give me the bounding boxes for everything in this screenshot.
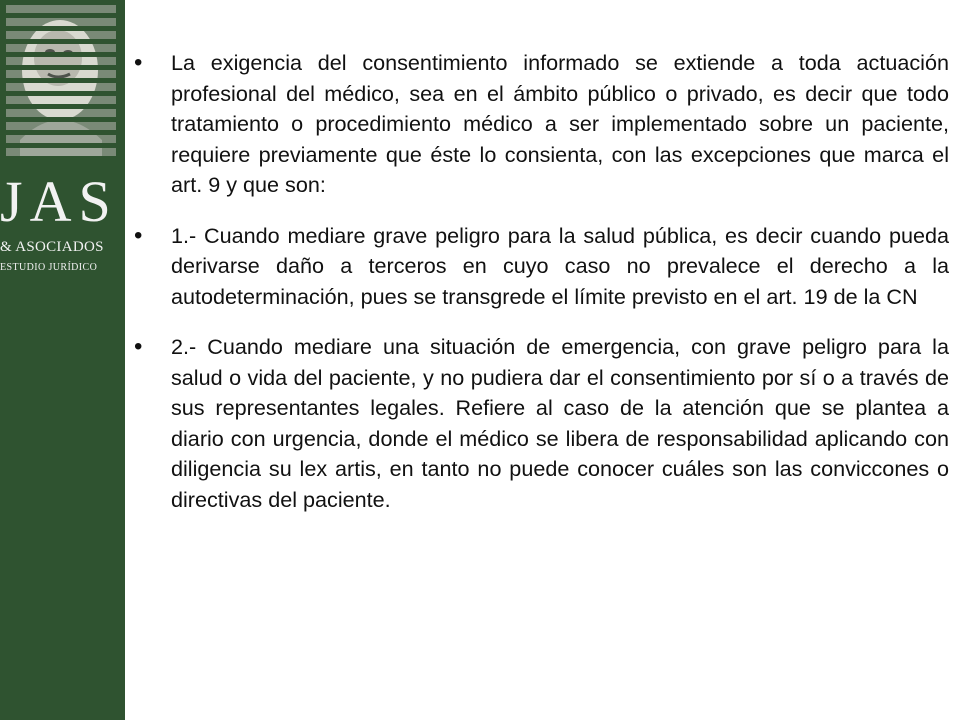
logo-tagline: ESTUDIO JURÍDICO: [0, 262, 98, 273]
bullet-item-3: • 2.- Cuando mediare una situación de emergencia, con grave peligro para la salud o vida del paciente, y no pudiera dar el consentimiento por sí o a través de sus representantes legales. Refiere al caso de la atención que se plantea a diario con urgencia, donde el médico se libera de responsabilidad aplicando con diligencia su lex artis, en tanto no puede conocer cuáles son las conviccones o directivas del paciente.: [134, 332, 949, 515]
bullet-item-1: • La exigencia del consentimiento informado se extiende a toda actuación profesional del médico, sea en el ámbito público o privado, es decir que todo tratamiento o procedimiento médico a ser implementado sobre un paciente, requiere previamente que éste lo consienta, con las excepciones que marca el art. 9 y que son:: [134, 48, 949, 201]
logo-portrait-image: [0, 0, 125, 160]
logo-subtitle: & ASOCIADOS: [0, 239, 104, 255]
bullet-list: [134, 48, 949, 515]
logo-mark: JAS: [0, 169, 118, 234]
slide-content: [134, 48, 949, 535]
sidebar-panel: [0, 0, 125, 720]
bullet-item-2: • 1.- Cuando mediare grave peligro para la salud pública, es decir cuando pueda derivarse daño a terceros en cuyo caso no prevalece el derecho a la autodeterminación, pues se transgrede el límite previsto en el art. 19 de la CN: [134, 221, 949, 313]
